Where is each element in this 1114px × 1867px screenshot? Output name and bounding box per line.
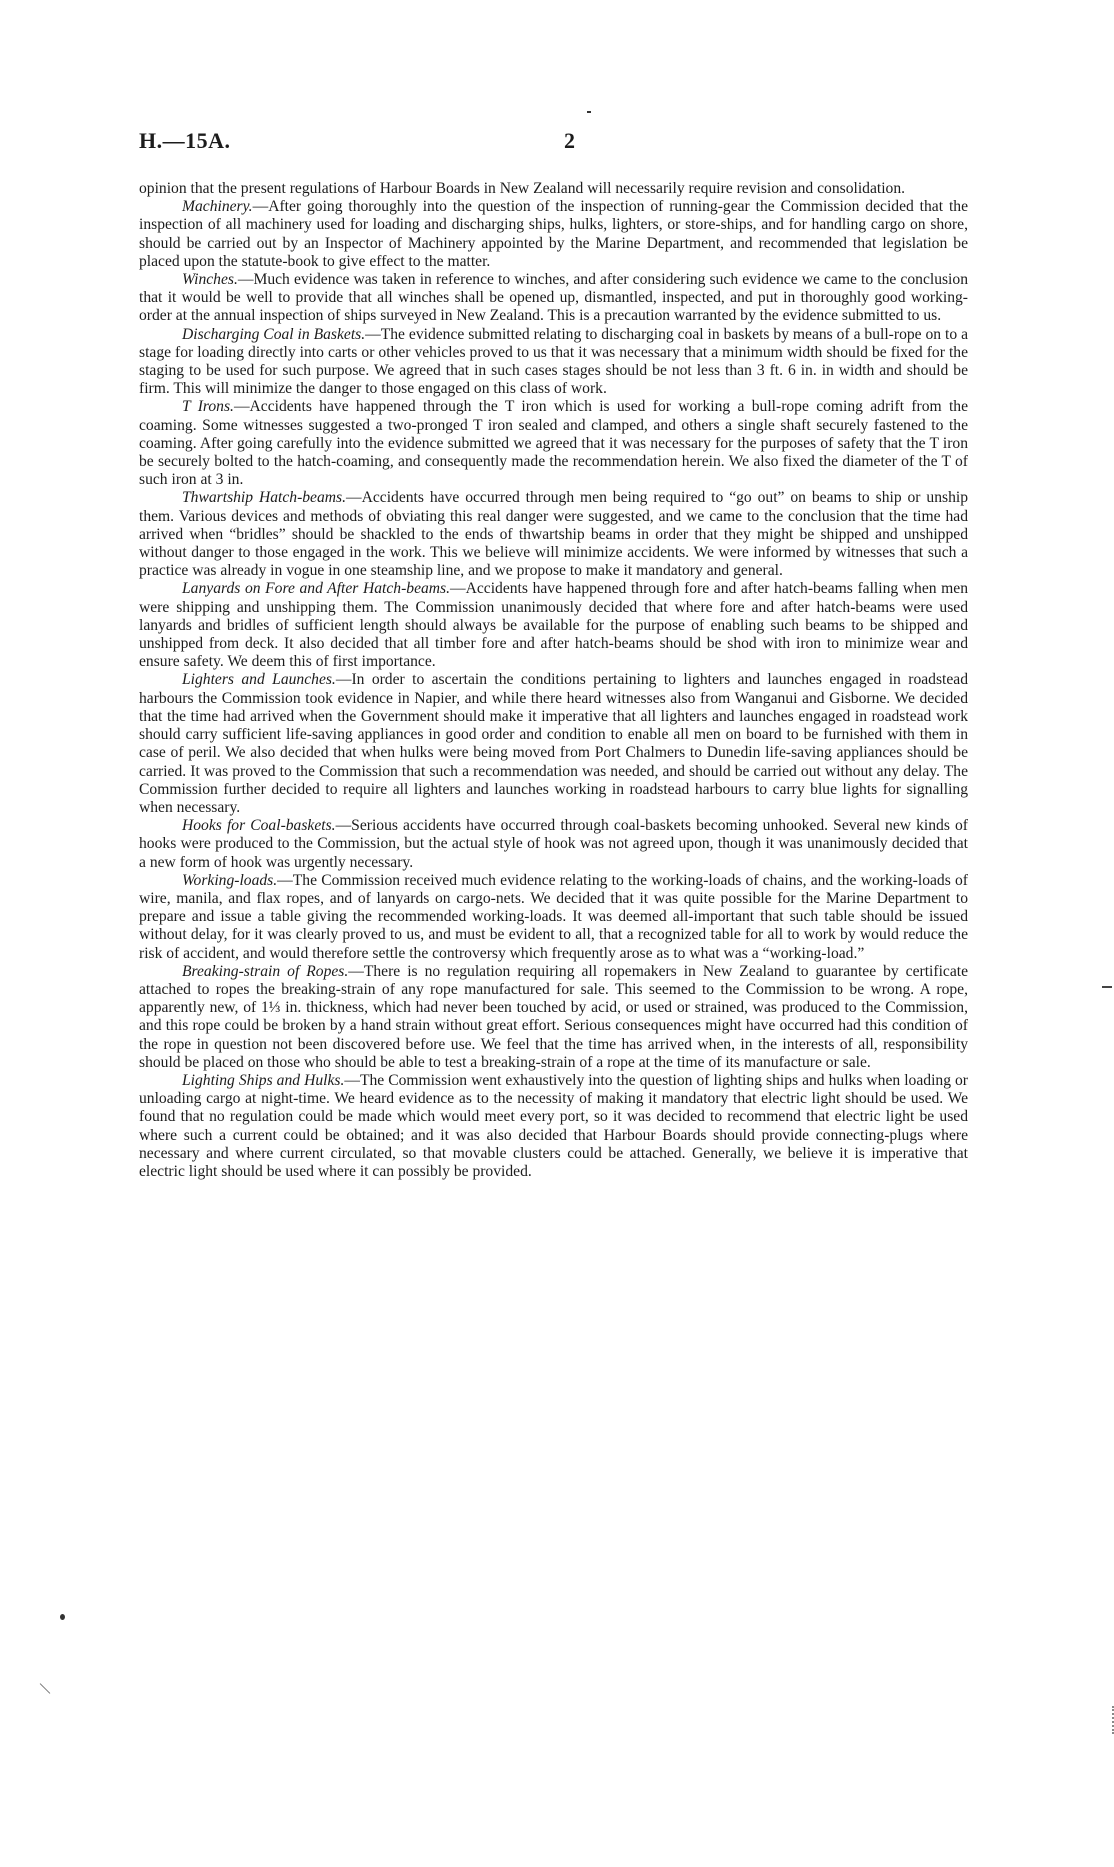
- paragraph-text: —Accidents have happened through the T iron which is used for working a bull-rope coming adrift from the coaming. Some witnesses suggested a two-pronged T iron sealed and clamped, and others a single shaft securely fastened to the coaming. After going carefully into the evidence submitted we agreed that it was necessary for the purposes of safety that the T iron be securely bolted to the hatch-coaming, and consequently made the recommendation herein. We also fixed the diameter of the T of such iron at 3 in.: [139, 398, 968, 489]
- scan-mark: [1104, 1706, 1114, 1734]
- paragraph-text: —After going thoroughly into the question of the inspection of running-gear the Commission decided that the inspection of all machinery used for loading and discharging ships, hulks, lighters, or store-ships, and for handling cargo on shore, should be carried out by an Inspector of Machinery appointed by the Marine Department, and recommended that legislation be placed upon the statute-book to give effect to the matter.: [139, 198, 968, 270]
- paragraph: [139, 1072, 968, 1181]
- paragraph: [139, 326, 968, 399]
- paragraph-text: —The Commission went exhaustively into the question of lighting ships and hulks when loading or unloading cargo at night-time. We heard evidence as to the necessity of making it mandatory that electric light should be used. We found that no regulation could be made which would meet every port, so it was decided to recommend that electric light be used where such a current could be obtained; and it was also decided that Harbour Boards should provide connecting-plugs where necessary and where current circulated, so that movable clusters could be attached. Generally, we believe it is imperative that electric light should be used where it can possibly be provided.: [139, 1071, 968, 1180]
- paragraph-text: opinion that the present regulations of Harbour Boards in New Zealand will necessarily require revision and consolidation.: [139, 180, 906, 197]
- paragraph-heading: Discharging Coal in Baskets.: [182, 325, 366, 343]
- paragraph-heading: Working-loads.: [182, 871, 278, 889]
- paragraph-text: —Much evidence was taken in reference to winches, and after considering such evidence we came to the conclusion that it would be well to provide that all winches shall be opened up, dismantled, inspected, and put in thoroughly good working-order at the annual inspection of ships surveyed in New Zealand. This is a precaution warranted by the evidence submitted to us.: [139, 271, 968, 325]
- paragraph-heading: Hooks for Coal-baskets.: [182, 817, 336, 835]
- paragraph-heading: Winches.: [182, 271, 238, 289]
- paragraph: [139, 180, 968, 198]
- paragraph-heading: T Irons.: [182, 398, 234, 416]
- paragraph-text: —Accidents have occurred through men being required to “go out” on beams to ship or unship them. Various devices and methods of obviating this real danger were suggested, and we came to the conclusion that the time had arrived when “bridles” should be shackled to the ends of thwartship beams in order that they might be shipped and unshipped without danger to those engaged in the work. This we believe will minimize accidents. We were informed by witnesses that such a practice was already in vogue in one steamship line, and we propose to make it mandatory and general.: [139, 489, 968, 580]
- scan-mark: [1102, 986, 1112, 988]
- scan-mark: [40, 1683, 51, 1694]
- paragraph-heading: Lanyards on Fore and After Hatch-beams.: [182, 580, 451, 598]
- paragraph: [139, 872, 968, 963]
- page-header: [139, 128, 969, 160]
- paragraph-text: —The evidence submitted relating to discharging coal in baskets by means of a bull-rope on to a stage for loading directly into carts or other vehicles proved to us that it was necessary that a minimum width should be fixed for the staging to be used for such purpose. We agreed that in such cases stages should be not less than 3 ft. 6 in. in width and should be firm. This will minimize the danger to those engaged on this class of work.: [139, 325, 968, 398]
- paragraph-text: —There is no regulation requiring all ropemakers in New Zealand to guarantee by certificate attached to ropes the breaking-strain of any rope manufactured for sale. This seemed to the Commission to be wrong. A rope, apparently new, of 1⅓ in. thickness, which had never been touched by acid, or used or strained, was produced to the Commission, and this rope could be broken by a hand strain without great effort. Serious consequences might have occurred had this condition of the rope in question not been discovered before use. We feel that the time has arrived when, in the interests of all, responsibility should be placed on those who should be able to test a breaking-strain of a rope at the time of its manufacture or sale.: [139, 962, 969, 1071]
- paragraph-heading: Machinery.: [182, 198, 253, 216]
- paragraph-text: —Accidents have happened through fore and after hatch-beams falling when men were shipping and unshipping them. The Commission unanimously decided that where fore and after hatch-beams were used lanyards and bridles of sufficient length should always be available for the purpose of enabling such beams to be shipped and unshipped from deck. It also decided that all timber fore and after hatch-beams should be shod with iron to minimize wear and ensure safety. We deem this of first importance.: [139, 580, 968, 671]
- paragraph: [139, 198, 968, 271]
- paragraph-text: —In order to ascertain the conditions pertaining to lighters and launches engaged in roadstead harbours the Commission took evidence in Napier, and while there heard witnesses also from Wanganui and Gisborne. We decided that the time had arrived when the Government should make it imperative that all lighters and launches engaged in roadstead work should carry sufficient life-saving appliances in good order and condition to enable all men on board to be furnished with them in case of peril. We also decided that when hulks were being moved from Port Chalmers to Dunedin life-saving appliances should be carried. It was proved to the Commission that such a recommendation was needed, and should be carried out without any delay. The Commission further decided to require all lighters and launches working in roadstead harbours to carry blue lights for signalling when necessary.: [139, 671, 968, 816]
- paragraph-heading: Lighters and Launches.: [182, 671, 336, 689]
- scan-mark: [60, 1614, 65, 1620]
- page-number: 2: [564, 128, 575, 153]
- paragraph: [139, 963, 968, 1072]
- body-text: [139, 180, 968, 1181]
- paragraph-text: —The Commission received much evidence relating to the working-loads of chains, and the working-loads of wire, manila, and flax ropes, and of lanyards on cargo-nets. We decided that it was quite possible for the Marine Department to prepare and issue a table giving the recommended working-loads. It was deemed all-important that such table should be issued without delay, for it was clearly proved to us, and must be evident to all, that a recognized table for all to work by would reduce the risk of accident, and would therefore settle the controversy which frequently arose as to what was a “working-load.”: [139, 871, 968, 962]
- paragraph: [139, 398, 968, 489]
- paragraph: [139, 489, 968, 580]
- paragraph: [139, 671, 968, 817]
- paragraph: [139, 580, 968, 671]
- paragraph-text: —Serious accidents have occurred through coal-baskets becoming unhooked. Several new kinds of hooks were produced to the Commission, but the actual style of hook was not agreed upon, though it was unanimously decided that a new form of hook was urgently necessary.: [139, 817, 968, 871]
- paragraph: [139, 271, 968, 326]
- paragraph: [139, 817, 968, 872]
- paragraph-heading: Lighting Ships and Hulks.: [182, 1071, 345, 1089]
- paragraph-heading: Thwartship Hatch-beams.: [182, 489, 347, 507]
- document-id: H.—15A.: [139, 128, 231, 153]
- scan-mark: [587, 111, 591, 113]
- paragraph-heading: Breaking-strain of Ropes.: [182, 962, 349, 980]
